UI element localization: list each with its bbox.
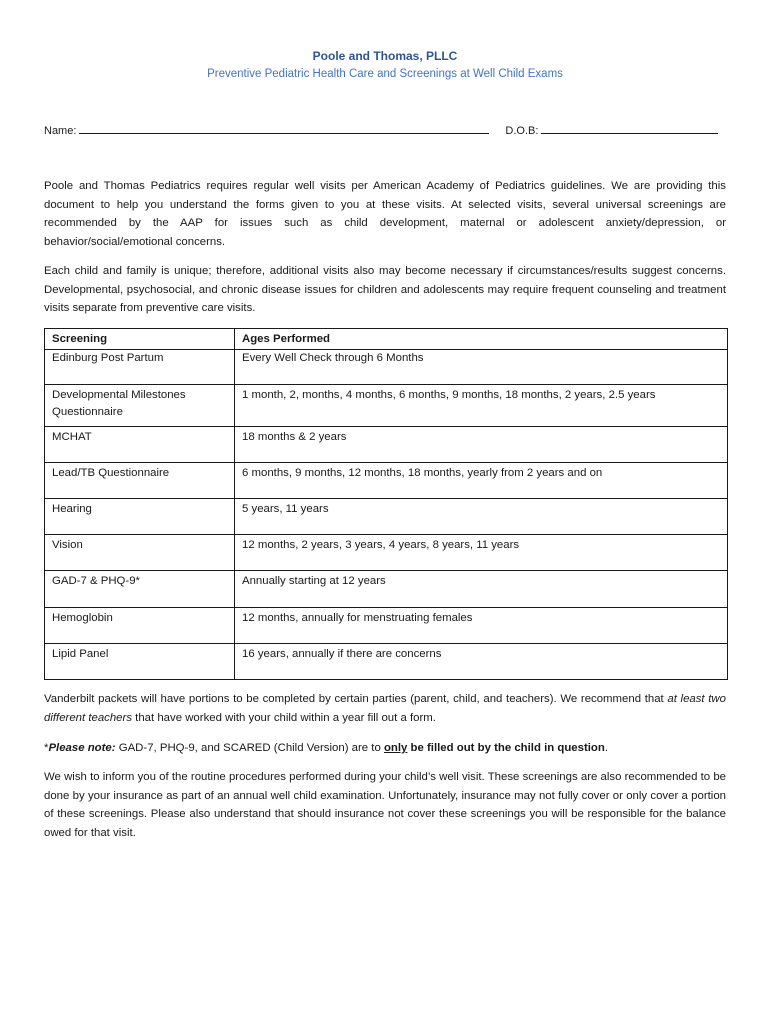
ages-cell: 5 years, 11 years: [235, 498, 728, 534]
screening-cell: Lead/TB Questionnaire: [45, 462, 235, 498]
screening-cell: Edinburg Post Partum: [45, 349, 235, 384]
vanderbilt-text-1: Vanderbilt packets will have portions to be completed by certain parties (parent, child, and teachers). We recommend that: [44, 693, 668, 705]
table-row: [45, 426, 728, 462]
vanderbilt-paragraph: [44, 690, 726, 727]
screening-table: [44, 328, 728, 680]
note-only-emphasis: only: [383, 742, 408, 754]
table-row: [45, 349, 728, 384]
column-header-screening: Screening: [45, 329, 235, 350]
ages-cell: 6 months, 9 months, 12 months, 18 months, yearly from 2 years and on: [235, 462, 728, 498]
dob-label: D.O.B:: [505, 125, 539, 137]
vanderbilt-emphasis: at least two different teachers: [44, 693, 726, 724]
table-row: [45, 384, 728, 426]
intro-paragraph-1: Poole and Thomas Pediatrics requires regular well visits per American Academy of Pediatrics guidelines. We are providing this document to help you understand the forms given to you at these visits. At selected visits, several universal screenings are recommended by the AAP for issues such as child development, maternal or adolescent anxiety/depression, or behavior/social/emotional concerns.: [44, 180, 726, 248]
closing-paragraph: We wish to inform you of the routine procedures performed during your child’s well visit. These screenings are also recommended to be done by your insurance as part of an annual well child examination. Unfortunately, insurance may not fully cover or only cover a portion of these screenings. Please also understand that should insurance not cover these screenings you will be responsible for the balance owed for that visit.: [44, 771, 726, 839]
ages-cell: 16 years, annually if there are concerns: [235, 643, 728, 679]
note-bold-tail: be filled out by the child in question: [407, 742, 605, 754]
dob-blank-line[interactable]: [541, 123, 718, 134]
vanderbilt-text-2: that have worked with your child within a year fill out a form.: [132, 711, 436, 724]
column-header-ages: Ages Performed: [235, 329, 728, 350]
ages-cell: 12 months, annually for menstruating females: [235, 607, 728, 643]
organization-title: Poole and Thomas, PLLC: [312, 49, 458, 63]
name-blank-line[interactable]: [79, 123, 489, 134]
note-asterisk: *: [44, 742, 49, 754]
ages-cell: Every Well Check through 6 Months: [235, 349, 728, 384]
table-row: [45, 462, 728, 498]
ages-cell: 12 months, 2 years, 3 years, 4 years, 8 years, 11 years: [235, 534, 728, 570]
table-header-row: [45, 329, 728, 350]
ages-cell: 1 month, 2, months, 4 months, 6 months, 9 months, 18 months, 2 years, 2.5 years: [235, 384, 728, 426]
document-subtitle: Preventive Pediatric Health Care and Screenings at Well Child Exams: [207, 68, 563, 80]
name-label: Name:: [44, 125, 77, 137]
note-paragraph: [44, 739, 726, 758]
screening-cell: MCHAT: [45, 426, 235, 462]
table-row: [45, 534, 728, 570]
note-text: GAD-7, PHQ-9, and SCARED (Child Version) are to: [115, 742, 384, 754]
table-row: [45, 643, 728, 679]
note-end: .: [604, 742, 609, 754]
table-row: [45, 570, 728, 607]
intro-paragraph-2: Each child and family is unique; therefore, additional visits also may become necessary if circumstances/results suggest concerns. Developmental, psychosocial, and chronic disease issues for children and adolescents may require frequent counseling and treatment visits separate from preventive care visits.: [44, 265, 726, 315]
patient-info-fields: [44, 123, 726, 137]
screening-cell: Developmental Milestones Questionnaire: [45, 384, 235, 426]
table-row: [45, 607, 728, 643]
screening-cell: Lipid Panel: [45, 643, 235, 679]
screening-cell: GAD-7 & PHQ-9*: [45, 570, 235, 607]
screening-cell: Hearing: [45, 498, 235, 534]
ages-cell: Annually starting at 12 years: [235, 570, 728, 607]
table-row: [45, 498, 728, 534]
screening-cell: Hemoglobin: [45, 607, 235, 643]
screening-cell: Vision: [45, 534, 235, 570]
ages-cell: 18 months & 2 years: [235, 426, 728, 462]
note-label: Please note:: [48, 742, 116, 754]
